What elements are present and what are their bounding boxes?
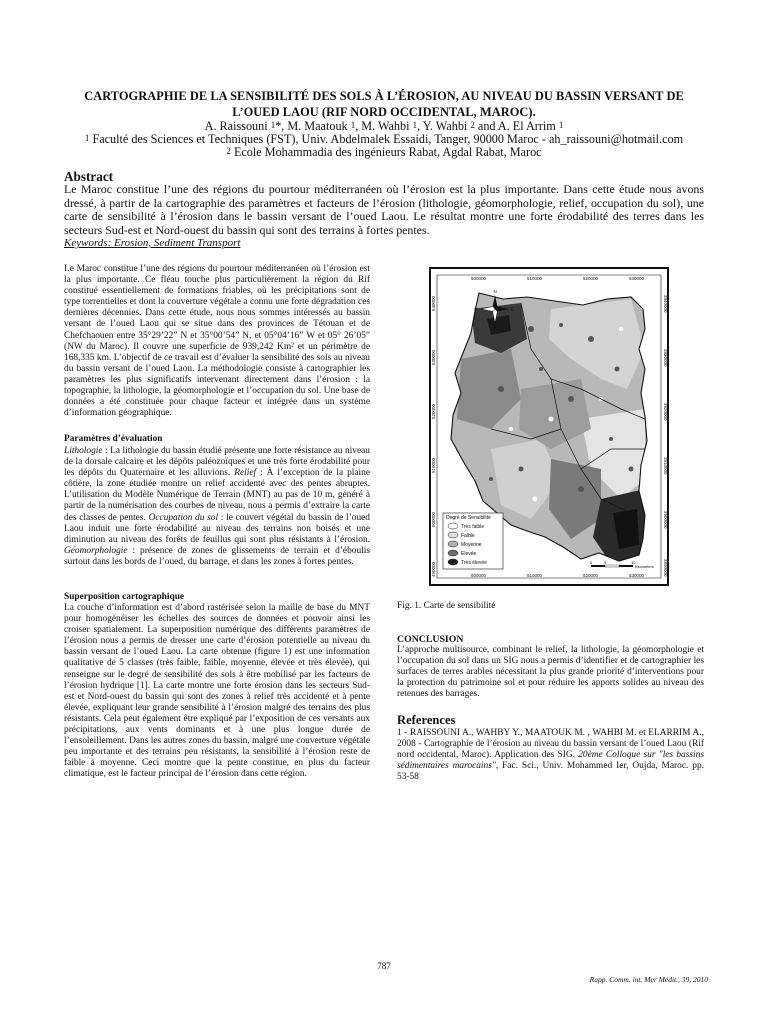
author-text: , Y. Wahbi [417,119,471,133]
page-number: 787 [377,961,391,971]
params-heading: Paramètres d’évaluation [64,434,163,444]
scale-label: Kilometers [635,564,654,569]
y-tick-left: 530000 [431,349,436,365]
scale-bar [590,560,654,569]
x-tick-bottom: 510000 [527,573,543,578]
authors [40,119,728,133]
abstract-heading: Abstract [64,169,114,184]
affiliation-text: Faculté des Sciences et Techniques (FST), Univ. Abdelmalek Essaidi, Tanger, 90000 Maroc - ah_raissouni@hotmail.com [89,132,684,146]
relief-label: Relief [234,468,257,479]
y-tick-left: 500000 [431,511,436,527]
y-tick-left: 490000 [431,561,436,577]
legend-swatch [448,532,458,538]
conclusion-heading: CONCLUSION [397,634,464,645]
superposition-heading: Superposition cartographique [64,592,185,602]
superposition-paragraph: La couche d’information est d’abord rastérisée selon la maille de base du MNT pour homogénéiser les échelles des sources de données et pouvoir ainsi les croiser spatialement. La superposition numérique des différents paramètres de l’érosion nous a permis de dresser une carte d’érosion potentielle au niveau du bassin versant de l’oued Laou. La carte obtenue (figure 1) est une information qualitative de 5 classes (très faible, faible, moyenne, élevée et très élevée), qui renseigne sur le degré de sensibilité des sols à être mobilisé par les facteurs de l’érosion hydrique [1]. La carte montre une forte érosion dans les secteurs Sud-est et Nord-ouest du bassin qui sont des zones à relief très accidenté et à pente élevée, expliquant leur grande sensibilité à l’érosion malgré des terrains des plus résistants. Cela peut également être expliqué par l’exposition de ces versants aux précipitations, aux vents dominants et à une plus longue durée de l’ensoleillement. Dans les autres zones du bassin, malgré une couverture végétale peu importante et des terrains peu résistants, la sensibilité à l’érosion reste de faible à moyenne. Ceci montre que la pente constitue, en plus du facteur climatique, est le facteur principal de l’érosion dans cette région. [64,603,370,780]
legend-swatch [448,523,458,529]
sensitivity-map [429,267,669,586]
relief-text: : À l’exception de la plaine côtière, la zone étudiée montre un relief accidenté avec des pentes abruptes. L’utilisation du Modèle Numérique de Terrain (MNT) au pas de 10 m, généré à partir de la numérisation des courbes de niveau, nous a permis d’extraire la carte des classes de pentes. [64,468,370,523]
y-tick-left: 520000 [431,403,436,419]
lithologie-text: : La lithologie du bassin étudié présente une forte résistance au niveau de la dorsale calcaire et les dépôts paléozoïques et une très forte érodabilité pour les dépôts du Quaternaire et les alluvions. [64,446,370,479]
legend-swatch [448,559,458,565]
x-tick-top: 530000 [629,276,645,281]
params-paragraph [64,446,370,568]
affiliation-sup: 2 [226,146,231,156]
legend-swatch [448,550,458,556]
references-heading: References [397,713,456,727]
reference-text: 1 - RAISSOUNI A., WAHBY Y., MAATOUK M. , WAHBI M. et ELARRIM A., 2008 - Cartographie de l’érosion au niveau du bassin versant de l’oued Laou (Rif nord occidental, Maroc). Application des SIG. [397,728,704,761]
y-tick-right: 3910000 [663,457,668,475]
author-sup: 1 [350,120,356,130]
west-label: W [474,306,479,312]
x-tick-bottom: 530000 [629,573,645,578]
legend-label: Moyenne [461,542,482,548]
author-sup: 2 [470,120,475,130]
south-label: S [493,325,497,330]
author-sup: 1 [270,120,276,130]
scale-num: 10 [631,560,636,565]
legend-label: Elevée [461,551,477,557]
occupation-text: : le couvert végétal du bassin de l’oued Laou induit une forte érodabilité au niveau des terrains non boisés et une diminution au niveau des forêts de feuillus qui sont plus résistants à l’érosion. [64,512,370,545]
legend-label: Très élevée [461,560,487,566]
paper-title [62,88,706,120]
journal-citation: Rapp. Comm. int. Mer Médit., 39, 2010 [589,975,708,984]
conclusion-paragraph: L’approche multisource, combinant le relief, la lithologie, la géomorphologie et l’occupation du sol dans un SIG nous a permis d’identifier et de cartographier les surfaces de terres arables nécessitant la plus grande priorité d’interventions pour la protection du patrimoine sol et pour réduire les apports solides au niveau des retenues des barrages. [397,645,704,700]
legend-label: Faible [461,533,475,539]
scale-num: 0 [590,560,593,565]
abstract-body: Le Maroc constitue l’une des régions du pourtour méditerranéen où l’érosion est la plus importante. Dans cette étude nous avons dressé, à partir de la cartographie des paramètres et facteurs de l’érosion (lithologie, géomorphologie, relief, occupation du sol), une carte de sensibilité à l’érosion dans le bassin versant de l’oued Laou. Le résultat montre une forte érodabilité des terres dans les secteurs Sud-est et Nord-ouest du bassin qui sont des terrains à fortes pentes. [64,182,704,237]
y-tick-right: 3920000 [663,403,668,421]
x-tick-bottom: 500000 [471,573,487,578]
legend-label: Très faible [461,524,485,530]
affiliation-1 [40,132,728,146]
keywords: Keywords: Erosion, Sediment Transport [64,237,241,249]
y-tick-right: 3930000 [663,349,668,367]
reference-item [397,728,704,783]
y-tick-right: 3890000 [663,559,668,577]
x-tick-top: 500000 [471,276,487,281]
y-tick-right: 3940000 [663,295,668,313]
reference-venue: 20ème Colloque sur "les bassins sédimentaires marocains" [397,750,704,772]
east-label: E [511,306,515,312]
title-line-2: L’OUED LAOU (RIF NORD OCCIDENTAL, MAROC). [232,105,536,119]
x-tick-top: 510000 [527,276,543,281]
author-sup: 1 [558,120,564,130]
intro-paragraph: Le Maroc constitue l’une des régions du pourtour méditerranéen où l’érosion est la plus importante. Ce fléau touche plus particulièrement la région du Rif constitué essentiellement de formations friables, où les précipitations sont de type torrentielles et dont la couverture végétale a connu une forte dégradation ces dernières décennies. Dans cette étude, nous nous sommes intéressés au bassin versant de l’oued Laou qui se situe dans des provinces de Tétouan et de Chefchaouen entre 35°29’22” N et 35°00’54” N, et 05°04’16” W et 05° 26’05” (NW du Maroc). Il couvre une superficie de 939,242 Km² et un périmètre de 168,335 km. L’objectif de ce travail est d’évaluer la sensibilité des sols au niveau du bassin versant de l’oued Laou. La méthodologie consiste à cartographier les paramètres les plus significatifs intervenant directement dans l’érosion : la topographie, la lithologie, la géomorphologie et l’occupation du sol. Une base de données a été constituée pour chaque facteur et intégrée dans un système d’information géographique. [64,264,370,419]
reference-text: , Fac. Sci., Univ. Mohammed Ier, Oujda, Maroc. pp. 53-58 [397,761,704,783]
title-line-1: CARTOGRAPHIE DE LA SENSIBILITÉ DES SOLS À L’ÉROSION, AU NIVEAU DU BASSIN VERSANT DE [84,89,684,103]
y-tick-right: 3900000 [663,511,668,529]
lithologie-label: Lithologie [64,446,103,456]
north-label: N [493,289,497,294]
geomorphologie-label: Géomorphologie [64,545,128,556]
scale-num: 5 [604,560,607,565]
affiliation-2 [40,145,728,159]
occupation-label: Occupation du sol [148,512,219,523]
map-svg [431,269,667,584]
affiliation-text: Ecole Mohammadia des ingénieurs Rabat, Agdal Rabat, Maroc [230,145,542,159]
map-legend [443,513,503,569]
y-tick-left: 540000 [431,295,436,311]
y-tick-left: 510000 [431,457,436,473]
figure-caption: Fig. 1. Carte de sensibilité [397,601,496,611]
legend-title: Degré de Sensibilité [446,515,491,521]
author-sup: 1 [412,120,418,130]
author-text: A. Raissouni [204,119,271,133]
author-text: and A. El Arrim [474,119,559,133]
x-tick-bottom: 520000 [583,573,599,578]
author-text: , M. Wahbi [355,119,413,133]
x-tick-top: 520000 [583,276,599,281]
legend-swatch [448,541,458,547]
geomorphologie-text: : présence de zones de glissements de terrain et d’éboulis surtout dans les bords de l’oued, du barrage, et dans les zones à fortes pentes. [64,545,370,567]
affiliation-sup: 1 [84,133,90,143]
author-text: *, M. Maatouk [275,119,351,133]
